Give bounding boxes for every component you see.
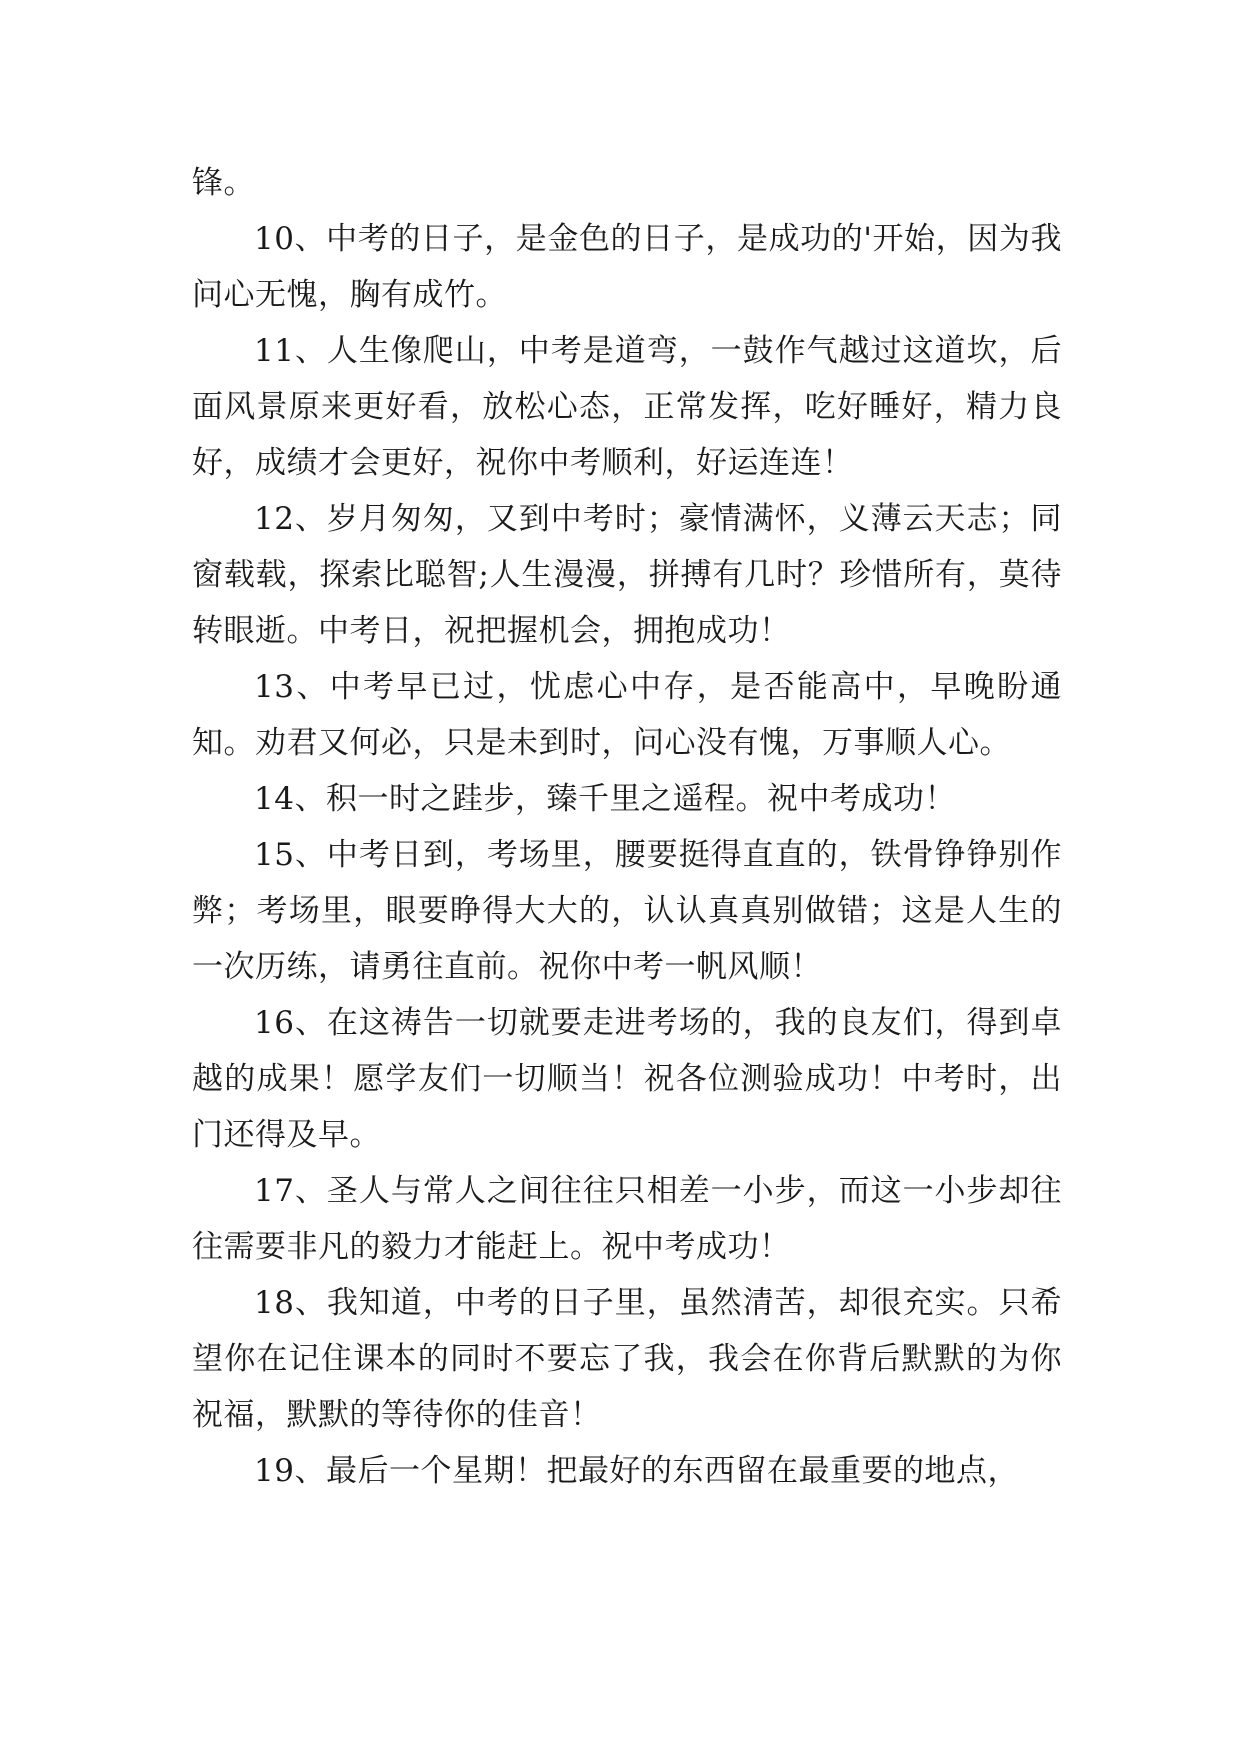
paragraph: 10、中考的日子，是金色的日子，是成功的'开始，因为我问心无愧，胸有成竹。: [192, 221, 1062, 313]
paragraph: 12、岁月匆匆，又到中考时；豪情满怀，义薄云天志；同窗载载，探索比聪智;人生漫漫，拼搏有几时？珍惜所有，莫待转眼逝。中考日，祝把握机会，拥抱成功！: [192, 501, 1062, 649]
paragraph: 14、积一时之跬步，臻千里之遥程。祝中考成功！: [254, 781, 956, 817]
paragraph: 15、中考日到，考场里，腰要挺得直直的，铁骨铮铮别作弊；考场里，眼要睁得大大的，认认真真别做错；这是人生的一次历练，请勇往直前。祝你中考一帆风顺！: [192, 837, 1062, 985]
document-body: [192, 155, 1062, 1499]
paragraph: 17、圣人与常人之间往往只相差一小步，而这一小步却往往需要非凡的毅力才能赶上。祝中考成功！: [192, 1173, 1062, 1265]
paragraph: 16、在这祷告一切就要走进考场的，我的良友们，得到卓越的成果！愿学友们一切顺当！祝各位测验成功！中考时，出门还得及早。: [192, 1005, 1062, 1153]
paragraph: 13、中考早已过，忧虑心中存，是否能高中，早晚盼通知。劝君又何必，只是未到时，问心没有愧，万事顺人心。: [192, 669, 1062, 761]
paragraph: 11、人生像爬山，中考是道弯，一鼓作气越过这道坎，后面风景原来更好看，放松心态，正常发挥，吃好睡好，精力良好，成绩才会更好，祝你中考顺利，好运连连！: [192, 333, 1062, 481]
paragraph: 锋。: [192, 165, 255, 201]
paragraph: 18、我知道，中考的日子里，虽然清苦，却很充实。只希望你在记住课本的同时不要忘了我，我会在你背后默默的为你祝福，默默的等待你的佳音！: [192, 1285, 1062, 1433]
paragraph: 19、最后一个星期！把最好的东西留在最重要的地点，: [254, 1453, 1019, 1489]
